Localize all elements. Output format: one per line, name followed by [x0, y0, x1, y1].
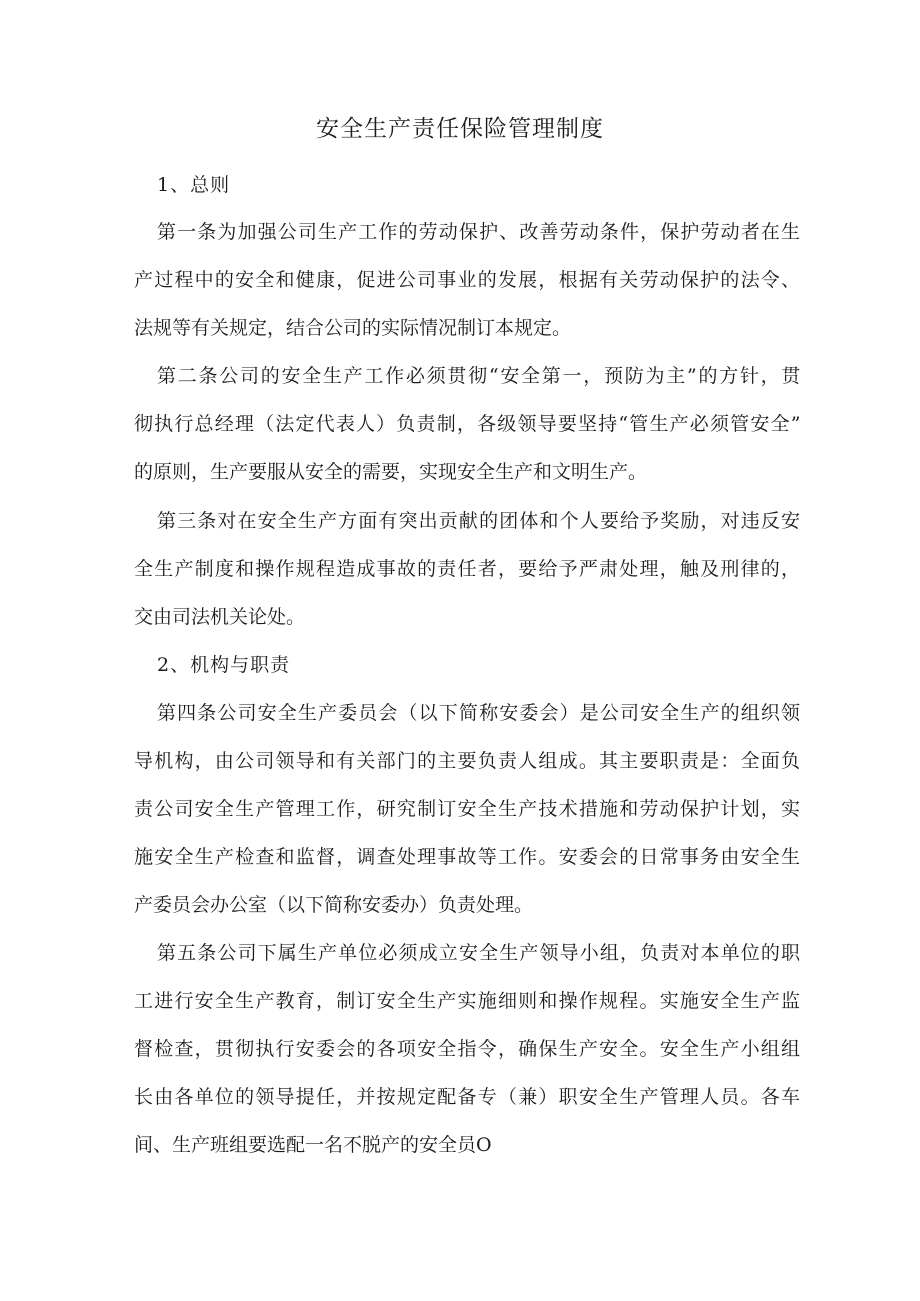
article-5-line-2: 工进行安全生产教育，制订安全生产实施细则和操作规程。实施安全生产监: [134, 990, 802, 1012]
article-3-line-3: 交由司法机关论处。: [134, 606, 306, 628]
article-3-line-2: 全生产制度和操作规程造成事故的责任者，要给予严肃处理，触及刑律的，: [134, 558, 802, 580]
article-2-line-3: 的原则，生产要服从安全的需要，实现安全生产和文明生产。: [134, 461, 648, 483]
document-title: 安全生产责任保险管理制度: [316, 116, 604, 142]
section-heading-general: 1、总则: [157, 174, 231, 196]
article-2-line-2: 彻执行总经理（法定代表人）负责制，各级领导要坚持“管生产必须管安全”: [134, 413, 802, 435]
article-4-line-1: 第四条公司安全生产委员会（以下简称安委会）是公司安全生产的组织领: [157, 702, 802, 724]
article-5-line-5: 间、生产班组要选配一名不脱产的安全员O: [134, 1134, 492, 1156]
article-5-line-3: 督检查，贯彻执行安委会的各项安全指令，确保生产安全。安全生产小组组: [134, 1038, 802, 1060]
article-4-line-2: 导机构，由公司领导和有关部门的主要负责人组成。其主要职责是：全面负: [134, 750, 802, 772]
article-1-line-3: 法规等有关规定，结合公司的实际情况制订本规定。: [134, 317, 572, 339]
article-1-line-2: 产过程中的安全和健康，促进公司事业的发展，根据有关劳动保护的法令、: [134, 269, 802, 291]
article-2-line-1: 第二条公司的安全生产工作必须贯彻“安全第一，预防为主”的方针，贯: [157, 365, 803, 387]
article-1-line-1: 第一条为加强公司生产工作的劳动保护、改善劳动条件，保护劳动者在生: [157, 221, 802, 243]
article-3-line-1: 第三条对在安全生产方面有突出贡献的团体和个人要给予奖励，对违反安: [157, 510, 802, 532]
article-5-line-1: 第五条公司下属生产单位必须成立安全生产领导小组，负责对本单位的职: [157, 942, 802, 964]
article-4-line-3: 责公司安全生产管理工作，研究制订安全生产技术措施和劳动保护计划，实: [134, 798, 802, 820]
article-4-line-5: 产委员会办公室（以下简称安委办）负责处理。: [134, 894, 534, 916]
article-5-line-4: 长由各单位的领导提任，并按规定配备专（兼）职安全生产管理人员。各车: [134, 1086, 802, 1108]
article-4-line-4: 施安全生产检查和监督，调查处理事故等工作。安委会的日常事务由安全生: [134, 846, 802, 868]
section-heading-organization: 2、机构与职责: [157, 654, 291, 676]
